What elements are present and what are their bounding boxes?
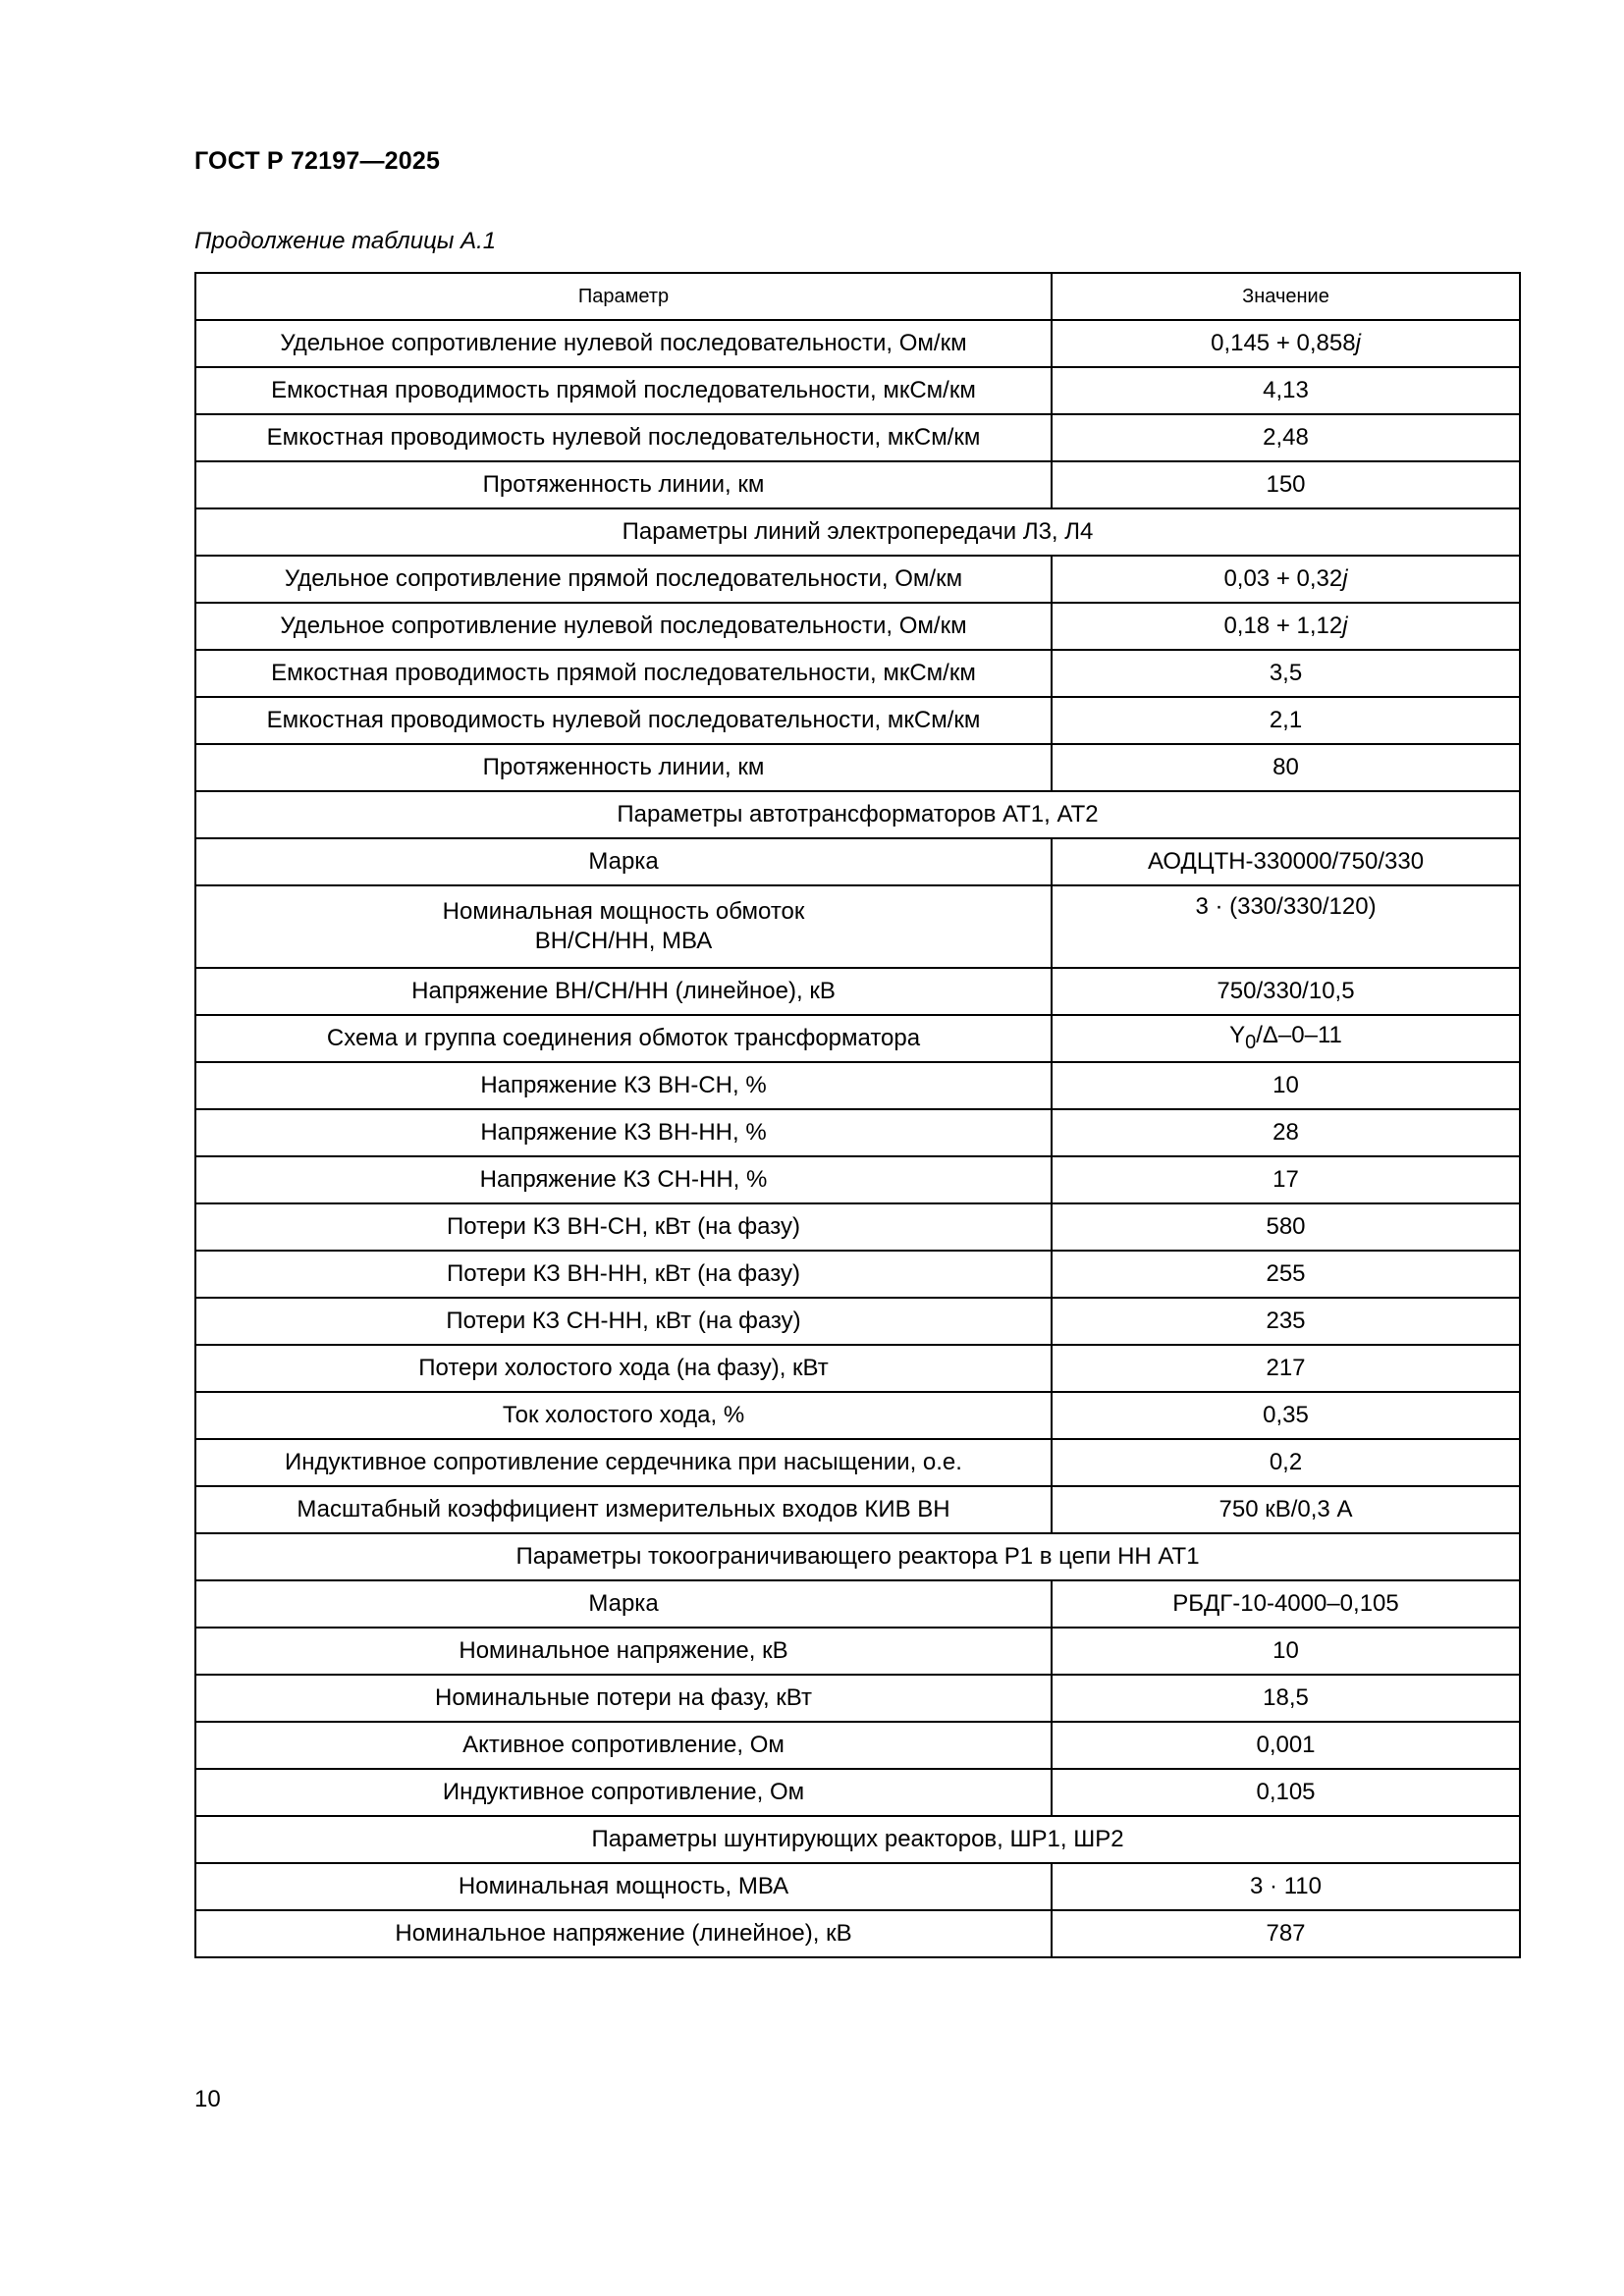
value-cell: 3,5 bbox=[1052, 650, 1520, 697]
imaginary-unit: j bbox=[1355, 330, 1361, 356]
value-cell: 255 bbox=[1052, 1251, 1520, 1298]
param-cell: Ток холостого хода, % bbox=[195, 1392, 1052, 1439]
table-row bbox=[195, 603, 1520, 650]
table-row bbox=[195, 414, 1520, 461]
param-cell: Емкостная проводимость нулевой последовательности, мкСм/км bbox=[195, 697, 1052, 744]
param-cell: Индуктивное сопротивление сердечника при насыщении, о.е. bbox=[195, 1439, 1052, 1486]
table-row bbox=[195, 697, 1520, 744]
value-cell bbox=[1052, 320, 1520, 367]
param-cell: Удельное сопротивление нулевой последовательности, Ом/км bbox=[195, 320, 1052, 367]
value-subscript: 0 bbox=[1245, 1031, 1257, 1053]
param-cell: Удельное сопротивление нулевой последовательности, Ом/км bbox=[195, 603, 1052, 650]
table-row bbox=[195, 1863, 1520, 1910]
table-caption: Продолжение таблицы А.1 bbox=[194, 228, 497, 254]
value-cell: 3 · (330/330/120) bbox=[1052, 885, 1520, 968]
table-row bbox=[195, 1628, 1520, 1675]
table-row bbox=[195, 1062, 1520, 1109]
table-row bbox=[195, 1015, 1520, 1062]
value-cell: АОДЦТН-330000/750/330 bbox=[1052, 838, 1520, 885]
section-title: Параметры токоограничивающего реактора Р1 в цепи НН АТ1 bbox=[195, 1533, 1520, 1580]
section-title: Параметры автотрансформаторов АТ1, АТ2 bbox=[195, 791, 1520, 838]
value-cell: 28 bbox=[1052, 1109, 1520, 1156]
value-cell: 80 bbox=[1052, 744, 1520, 791]
param-cell: Потери КЗ ВН-НН, кВт (на фазу) bbox=[195, 1251, 1052, 1298]
param-cell: Напряжение ВН/СН/НН (линейное), кВ bbox=[195, 968, 1052, 1015]
table-row bbox=[195, 1345, 1520, 1392]
value-cell: 0,001 bbox=[1052, 1722, 1520, 1769]
table-row bbox=[195, 1392, 1520, 1439]
value-cell: 0,35 bbox=[1052, 1392, 1520, 1439]
value-cell: 2,48 bbox=[1052, 414, 1520, 461]
parameters-table bbox=[194, 272, 1521, 1958]
value-rest: /Δ–0–11 bbox=[1256, 1021, 1342, 1048]
param-cell: Индуктивное сопротивление, Ом bbox=[195, 1769, 1052, 1816]
param-cell: Номинальное напряжение (линейное), кВ bbox=[195, 1910, 1052, 1957]
table-row bbox=[195, 1156, 1520, 1203]
param-cell: Потери КЗ СН-НН, кВт (на фазу) bbox=[195, 1298, 1052, 1345]
table-row bbox=[195, 1675, 1520, 1722]
column-header-value: Значение bbox=[1052, 273, 1520, 320]
value-text: 0,145 + 0,858 bbox=[1211, 330, 1356, 356]
table-row bbox=[195, 320, 1520, 367]
param-cell bbox=[195, 885, 1052, 968]
table-row bbox=[195, 885, 1520, 968]
value-cell: 0,105 bbox=[1052, 1769, 1520, 1816]
table-row bbox=[195, 1722, 1520, 1769]
value-cell bbox=[1052, 1015, 1520, 1062]
value-cell: 10 bbox=[1052, 1628, 1520, 1675]
param-cell: Марка bbox=[195, 838, 1052, 885]
value-cell: 17 bbox=[1052, 1156, 1520, 1203]
section-row bbox=[195, 791, 1520, 838]
param-cell: Активное сопротивление, Ом bbox=[195, 1722, 1052, 1769]
param-cell: Емкостная проводимость прямой последовательности, мкСм/км bbox=[195, 367, 1052, 414]
param-cell: Номинальные потери на фазу, кВт bbox=[195, 1675, 1052, 1722]
imaginary-unit: j bbox=[1342, 565, 1348, 592]
value-base: Y bbox=[1229, 1021, 1246, 1048]
value-cell: 750 кВ/0,3 А bbox=[1052, 1486, 1520, 1533]
value-cell: 235 bbox=[1052, 1298, 1520, 1345]
table-row bbox=[195, 1203, 1520, 1251]
value-cell: 750/330/10,5 bbox=[1052, 968, 1520, 1015]
value-cell: 3 · 110 bbox=[1052, 1863, 1520, 1910]
table-row bbox=[195, 1486, 1520, 1533]
param-line-1: Номинальная мощность обмоток bbox=[442, 898, 805, 925]
value-cell: 18,5 bbox=[1052, 1675, 1520, 1722]
param-cell: Потери КЗ ВН-СН, кВт (на фазу) bbox=[195, 1203, 1052, 1251]
section-title: Параметры шунтирующих реакторов, ШР1, ШР2 bbox=[195, 1816, 1520, 1863]
value-cell bbox=[1052, 556, 1520, 603]
table-row bbox=[195, 1910, 1520, 1957]
column-header-parameter: Параметр bbox=[195, 273, 1052, 320]
param-cell: Протяженность линии, км bbox=[195, 461, 1052, 508]
param-cell: Схема и группа соединения обмоток трансформатора bbox=[195, 1015, 1052, 1062]
param-cell: Масштабный коэффициент измерительных входов КИВ ВН bbox=[195, 1486, 1052, 1533]
value-cell bbox=[1052, 603, 1520, 650]
page-number: 10 bbox=[194, 2086, 221, 2112]
value-cell: 217 bbox=[1052, 1345, 1520, 1392]
param-cell: Удельное сопротивление прямой последовательности, Ом/км bbox=[195, 556, 1052, 603]
section-row bbox=[195, 508, 1520, 556]
param-cell: Напряжение КЗ ВН-СН, % bbox=[195, 1062, 1052, 1109]
table-row bbox=[195, 838, 1520, 885]
param-cell: Номинальное напряжение, кВ bbox=[195, 1628, 1052, 1675]
value-cell: 0,2 bbox=[1052, 1439, 1520, 1486]
param-cell: Емкостная проводимость прямой последовательности, мкСм/км bbox=[195, 650, 1052, 697]
param-cell: Емкостная проводимость нулевой последовательности, мкСм/км bbox=[195, 414, 1052, 461]
value-cell: 4,13 bbox=[1052, 367, 1520, 414]
param-line-2: ВН/СН/НН, МВА bbox=[534, 928, 713, 954]
table-row bbox=[195, 367, 1520, 414]
table-row bbox=[195, 650, 1520, 697]
param-cell: Протяженность линии, км bbox=[195, 744, 1052, 791]
value-cell: 787 bbox=[1052, 1910, 1520, 1957]
param-cell: Марка bbox=[195, 1580, 1052, 1628]
document-code: ГОСТ Р 72197—2025 bbox=[194, 147, 441, 175]
value-cell: 10 bbox=[1052, 1062, 1520, 1109]
value-cell: 150 bbox=[1052, 461, 1520, 508]
value-text: 0,03 + 0,32 bbox=[1223, 565, 1343, 592]
value-cell: 2,1 bbox=[1052, 697, 1520, 744]
section-row bbox=[195, 1533, 1520, 1580]
table-row bbox=[195, 1298, 1520, 1345]
param-cell: Потери холостого хода (на фазу), кВт bbox=[195, 1345, 1052, 1392]
param-cell: Напряжение КЗ ВН-НН, % bbox=[195, 1109, 1052, 1156]
section-row bbox=[195, 1816, 1520, 1863]
table-row bbox=[195, 461, 1520, 508]
table-row bbox=[195, 968, 1520, 1015]
table-header-row bbox=[195, 273, 1520, 320]
table-row bbox=[195, 744, 1520, 791]
section-title: Параметры линий электропередачи Л3, Л4 bbox=[195, 508, 1520, 556]
table-row bbox=[195, 1251, 1520, 1298]
table-row bbox=[195, 1769, 1520, 1816]
table-row bbox=[195, 556, 1520, 603]
table-row bbox=[195, 1109, 1520, 1156]
param-cell: Напряжение КЗ СН-НН, % bbox=[195, 1156, 1052, 1203]
value-cell: РБДГ-10-4000–0,105 bbox=[1052, 1580, 1520, 1628]
imaginary-unit: j bbox=[1342, 613, 1348, 639]
param-cell: Номинальная мощность, МВА bbox=[195, 1863, 1052, 1910]
value-cell: 580 bbox=[1052, 1203, 1520, 1251]
value-text: 0,18 + 1,12 bbox=[1223, 613, 1343, 639]
table-row bbox=[195, 1439, 1520, 1486]
table-row bbox=[195, 1580, 1520, 1628]
